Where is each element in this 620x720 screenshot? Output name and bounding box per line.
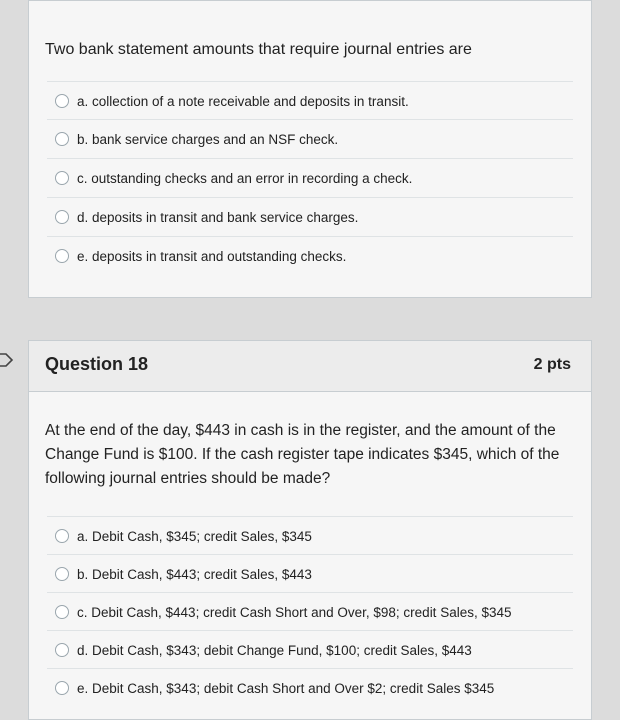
question-18-card xyxy=(28,340,592,720)
radio-button[interactable] xyxy=(55,249,69,263)
answer-option[interactable] xyxy=(47,236,573,275)
radio-button[interactable] xyxy=(55,94,69,108)
option-label: d. Debit Cash, $343; debit Change Fund, $100; credit Sales, $443 xyxy=(77,642,472,658)
question-17-card xyxy=(28,0,592,298)
option-label: e. deposits in transit and outstanding checks. xyxy=(77,248,347,264)
question-text: At the end of the day, $443 in cash is in the register, and the amount of the Change Fund is $100. If the cash register tape indicates $345, which of the following journal entries should be made? xyxy=(45,422,560,487)
answer-option[interactable] xyxy=(47,197,573,236)
option-label: b. Debit Cash, $443; credit Sales, $443 xyxy=(77,566,312,582)
answer-option[interactable] xyxy=(47,630,573,669)
question-title: Question 18 xyxy=(45,354,149,374)
option-label: c. outstanding checks and an error in recording a check. xyxy=(77,170,413,186)
radio-button[interactable] xyxy=(55,681,69,695)
radio-button[interactable] xyxy=(55,567,69,581)
answer-option[interactable] xyxy=(47,668,573,707)
question-flag-icon[interactable] xyxy=(0,352,14,368)
answer-option[interactable] xyxy=(47,516,573,555)
question-text: Two bank statement amounts that require journal entries are xyxy=(45,41,472,58)
question-header xyxy=(29,341,591,392)
question-points: 2 pts xyxy=(533,356,571,373)
answer-option[interactable] xyxy=(47,81,573,120)
radio-button[interactable] xyxy=(55,171,69,185)
radio-button[interactable] xyxy=(55,210,69,224)
radio-button[interactable] xyxy=(55,605,69,619)
radio-button[interactable] xyxy=(55,132,69,146)
radio-button[interactable] xyxy=(55,529,69,543)
answer-option[interactable] xyxy=(47,119,573,158)
answer-option[interactable] xyxy=(47,592,573,631)
option-label: c. Debit Cash, $443; credit Cash Short and Over, $98; credit Sales, $345 xyxy=(77,604,512,620)
option-label: b. bank service charges and an NSF check. xyxy=(77,131,339,147)
option-label: d. deposits in transit and bank service charges. xyxy=(77,209,359,225)
answer-option[interactable] xyxy=(47,158,573,197)
answer-option[interactable] xyxy=(47,554,573,593)
radio-button[interactable] xyxy=(55,643,69,657)
option-label: e. Debit Cash, $343; debit Cash Short and Over $2; credit Sales $345 xyxy=(77,680,495,696)
option-label: a. Debit Cash, $345; credit Sales, $345 xyxy=(77,528,312,544)
option-label: a. collection of a note receivable and deposits in transit. xyxy=(77,93,409,109)
